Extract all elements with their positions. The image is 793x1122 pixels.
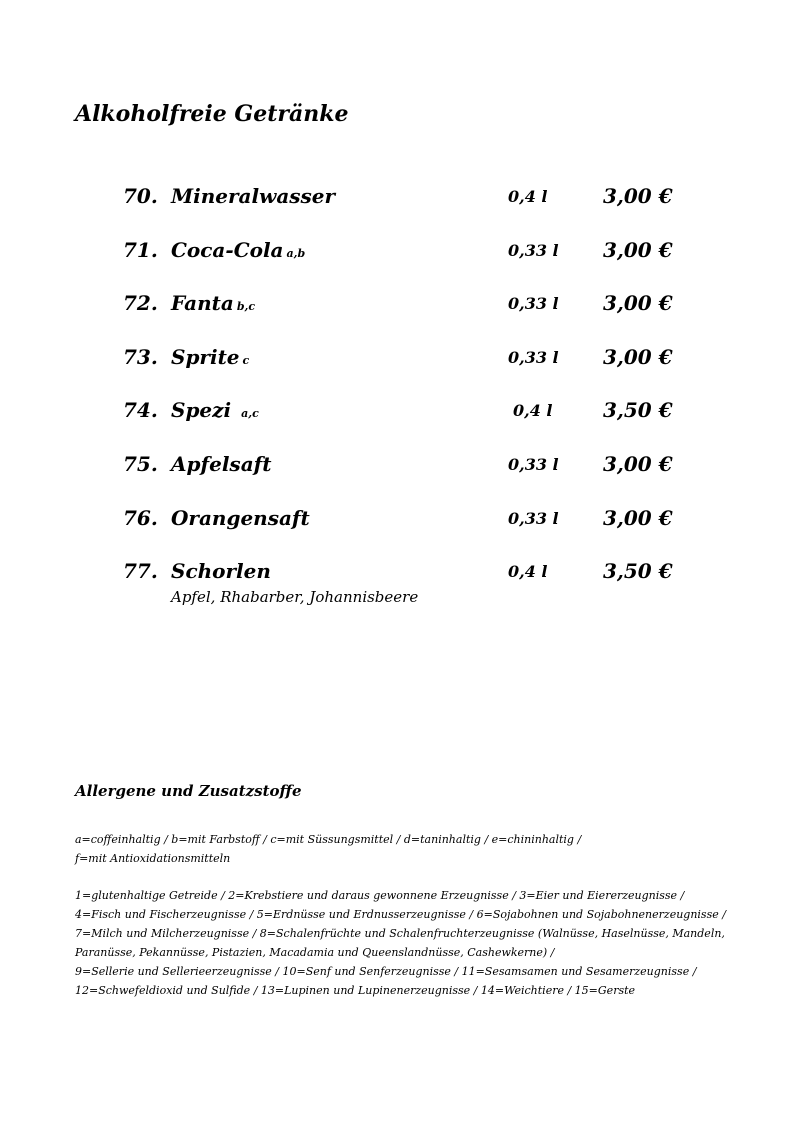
menu-item	[0, 559, 793, 609]
item-quantity: 0,33 l	[508, 509, 559, 528]
item-price: 3,00 €	[603, 291, 673, 315]
legend-line: 1=glutenhaltige Getreide / 2=Krebstiere und daraus gewonnene Erzeugnisse / 3=Eier und Eiererzeugnisse /	[75, 889, 685, 902]
item-allergens: a,c	[241, 407, 259, 420]
item-quantity: 0,4 l	[508, 187, 548, 206]
menu-item	[0, 398, 793, 428]
item-number: 70.	[123, 184, 158, 208]
item-number: 77.	[123, 559, 158, 583]
item-name	[171, 345, 249, 369]
item-name	[171, 291, 255, 315]
item-name	[171, 184, 338, 208]
item-allergens: c	[242, 354, 250, 367]
legend-line: a=coffeinhaltig / b=mit Farbstoff / c=mit Süssungsmittel / d=taninhaltig / e=chininhaltig /	[75, 833, 582, 846]
menu-item	[0, 506, 793, 536]
legend-line: Paranüsse, Pekannüsse, Pistazien, Macadamia und Queenslandnüsse, Cashewkerne) /	[75, 946, 555, 959]
menu-item	[0, 345, 793, 375]
item-price: 3,00 €	[603, 506, 673, 530]
legend-title: Allergene und Zusatzstoffe	[75, 782, 302, 800]
item-price: 3,00 €	[603, 452, 673, 476]
page-title: Alkoholfreie Getränke	[75, 101, 349, 127]
item-name-text: Orangensaft	[171, 506, 310, 530]
legend-line: 4=Fisch und Fischerzeugnisse / 5=Erdnüsse und Erdnusserzeugnisse / 6=Sojabohnen und Sojabohnenerzeugnisse /	[75, 908, 726, 921]
menu-item	[0, 291, 793, 321]
legend-line: f=mit Antioxidationsmitteln	[75, 852, 231, 865]
item-name	[171, 559, 274, 583]
item-price: 3,00 €	[603, 345, 673, 369]
item-price: 3,00 €	[603, 184, 673, 208]
item-quantity: 0,4 l	[513, 401, 553, 420]
item-description: Apfel, Rhabarber, Johannisbeere	[171, 588, 419, 606]
item-price: 3,50 €	[603, 559, 673, 583]
item-price: 3,50 €	[603, 398, 673, 422]
item-name	[171, 506, 313, 530]
item-name	[171, 452, 275, 476]
item-price: 3,00 €	[603, 238, 673, 262]
item-quantity: 0,33 l	[508, 294, 559, 313]
item-number: 71.	[123, 238, 158, 262]
menu-item	[0, 238, 793, 268]
item-number: 75.	[123, 452, 158, 476]
item-number: 74.	[123, 398, 158, 422]
item-name-text: Apfelsaft	[171, 452, 272, 476]
item-name	[171, 398, 259, 422]
item-number: 76.	[123, 506, 158, 530]
item-quantity: 0,33 l	[508, 455, 559, 474]
menu-item	[0, 452, 793, 482]
item-name-text: Sprite	[171, 345, 240, 369]
additives-legend	[75, 830, 715, 868]
item-name-text: Coca-Cola	[171, 238, 284, 262]
item-number: 73.	[123, 345, 158, 369]
item-allergens: a,b	[286, 247, 306, 260]
legend-line: 7=Milch und Milcherzeugnisse / 8=Schalenfrüchte und Schalenfruchterzeugnisse (Walnüsse, Haselnüsse, Mandeln,	[75, 927, 725, 940]
item-quantity: 0,33 l	[508, 348, 559, 367]
allergens-legend	[75, 886, 726, 1000]
item-name	[171, 238, 305, 262]
item-name-text: Fanta	[171, 291, 234, 315]
item-name-text: Mineralwasser	[171, 184, 336, 208]
legend-line: 12=Schwefeldioxid und Sulfide / 13=Lupinen und Lupinenerzeugnisse / 14=Weichtiere / 15=Gerste	[75, 984, 636, 997]
item-allergens: b,c	[236, 300, 256, 313]
item-name-text: Spezi	[171, 398, 232, 422]
legend-line: 9=Sellerie und Sellerieerzeugnisse / 10=Senf und Senferzeugnisse / 11=Sesamsamen und Sesamerzeugnisse /	[75, 965, 697, 978]
item-quantity: 0,33 l	[508, 241, 559, 260]
item-number: 72.	[123, 291, 158, 315]
item-name-text: Schorlen	[171, 559, 271, 583]
menu-item	[0, 184, 793, 214]
item-quantity: 0,4 l	[508, 562, 548, 581]
